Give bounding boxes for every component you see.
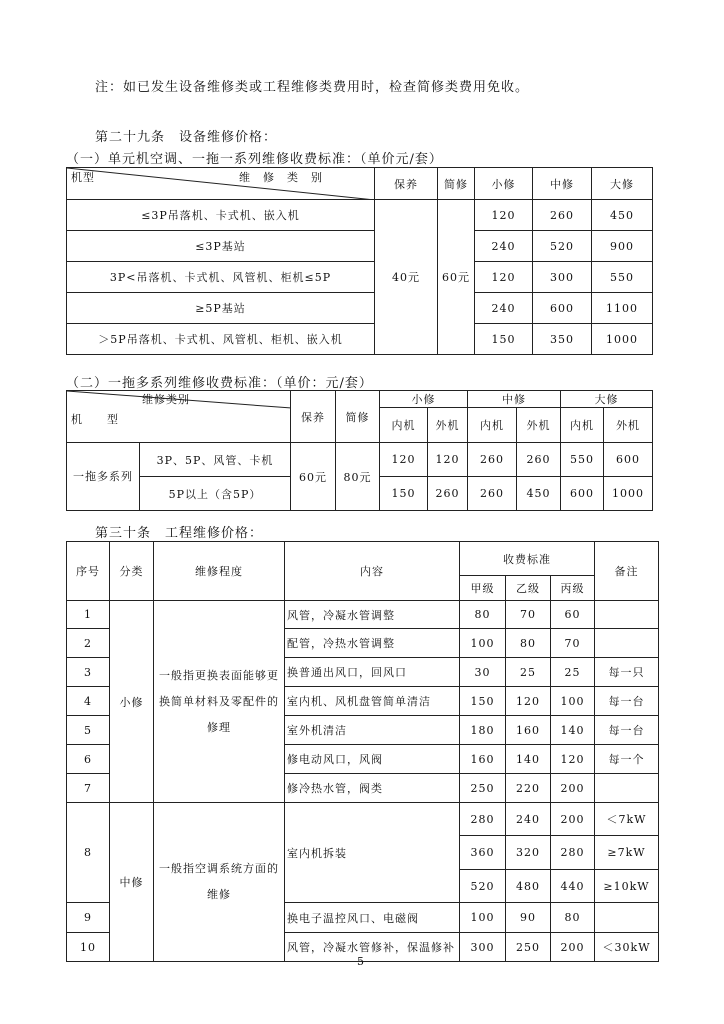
table3-row5-c: 140: [551, 716, 595, 745]
table1-row4-big: 1100: [592, 293, 653, 324]
table2-group-big: 大修: [561, 391, 653, 408]
table3-row8c-c: 440: [551, 870, 595, 903]
table3: [66, 541, 659, 962]
table3-row8b-c: 280: [551, 836, 595, 870]
table3-row3-c: 25: [551, 658, 595, 687]
table3-row2-c: 70: [551, 629, 595, 658]
table2-row2-v5: 600: [561, 477, 604, 511]
table3-row8-content: 室内机拆装: [285, 803, 460, 903]
table1-row3-model: 3P<吊落机、卡式机、风管机、柜机≤5P: [67, 262, 375, 293]
table1-header-baoyang: 保养: [375, 168, 438, 200]
table3-row2-remark: [595, 629, 659, 658]
table3-row8b-b: 320: [506, 836, 551, 870]
table2-inner-3: 内机: [561, 408, 604, 443]
table3-row1-b: 70: [506, 601, 551, 629]
table3-row4-c: 100: [551, 687, 595, 716]
table2-outer-2: 外机: [517, 408, 561, 443]
table2-outer-3: 外机: [604, 408, 653, 443]
table2-group-small: 小修: [380, 391, 468, 408]
table1-corner-cell: [67, 168, 375, 200]
table2-header-baoyang: 保养: [291, 391, 336, 443]
table2-row1-v4: 260: [517, 443, 561, 477]
table3-row9-c: 80: [551, 903, 595, 933]
table2-corner-left: 机 型: [71, 413, 119, 426]
table3-row7-a: 250: [460, 774, 506, 803]
table3-row3-a: 30: [460, 658, 506, 687]
table3-row7-c: 200: [551, 774, 595, 803]
table1: [66, 167, 653, 355]
table1-row5-mid: 350: [533, 324, 592, 355]
table1-row4-mid: 600: [533, 293, 592, 324]
table1-jianxiu-value: 60元: [438, 200, 475, 355]
table2-outer-1: 外机: [428, 408, 468, 443]
article-30-heading: 第三十条 工程维修价格：: [95, 526, 264, 541]
table1-row2-model: ≤3P基站: [67, 231, 375, 262]
table1-header-jianxiu: 简修: [438, 168, 475, 200]
table3-row4-content: 室内机、风机盘管简单清洁: [285, 687, 460, 716]
table3-row8c-b: 480: [506, 870, 551, 903]
table3-row9-remark: [595, 903, 659, 933]
table3-row10-a: 300: [460, 933, 506, 962]
table3-row2-no: 2: [67, 629, 110, 658]
table3-row6-content: 修电动风口，风阀: [285, 745, 460, 774]
table2-row2-v1: 150: [380, 477, 428, 511]
table1-row4-model: ≥5P基站: [67, 293, 375, 324]
table2-row1-v1: 120: [380, 443, 428, 477]
table1-header-small: 小修: [475, 168, 533, 200]
table2-row1-v5: 550: [561, 443, 604, 477]
table3-header-degree: 维修程度: [154, 542, 285, 601]
table3-row5-b: 160: [506, 716, 551, 745]
table1-baoyang-value: 40元: [375, 200, 438, 355]
table3-row9-a: 100: [460, 903, 506, 933]
table3-row1-remark: [595, 601, 659, 629]
page-number: 5: [357, 955, 364, 968]
table3-row2-content: 配管，冷热水管调整: [285, 629, 460, 658]
table3-row9-b: 90: [506, 903, 551, 933]
table2-inner-1: 内机: [380, 408, 428, 443]
table1-header-mid: 中修: [533, 168, 592, 200]
table1-row2-big: 900: [592, 231, 653, 262]
table2-inner-2: 内机: [468, 408, 517, 443]
table1-row2-mid: 520: [533, 231, 592, 262]
table1-header-big: 大修: [592, 168, 653, 200]
table1-row1-small: 120: [475, 200, 533, 231]
table3-mid-degree: 一般指空调系统方面的维修: [154, 803, 285, 962]
table2-corner-right: 维修类别: [142, 393, 190, 406]
table3-row5-a: 180: [460, 716, 506, 745]
table3-row8a-b: 240: [506, 803, 551, 836]
table3-row3-remark: 每一只: [595, 658, 659, 687]
table3-row7-remark: [595, 774, 659, 803]
table3-header-b: 乙级: [506, 576, 551, 601]
table3-row10-c: 200: [551, 933, 595, 962]
table2-row2-v4: 450: [517, 477, 561, 511]
table3-row4-remark: 每一台: [595, 687, 659, 716]
table3-header-fee: 收费标准: [460, 542, 595, 576]
table3-header-c: 丙级: [551, 576, 595, 601]
table3-header-a: 甲级: [460, 576, 506, 601]
table3-row3-content: 换普通出风口，回风口: [285, 658, 460, 687]
table2-row2-v6: 1000: [604, 477, 653, 511]
table3-row6-b: 140: [506, 745, 551, 774]
table1-row3-mid: 300: [533, 262, 592, 293]
table1-row1-big: 450: [592, 200, 653, 231]
table3-row5-no: 5: [67, 716, 110, 745]
table3-row5-content: 室外机清洁: [285, 716, 460, 745]
table2-corner-cell: [67, 391, 291, 443]
table3-header-no: 序号: [67, 542, 110, 601]
table2: [66, 390, 653, 511]
table1-row5-big: 1000: [592, 324, 653, 355]
table3-row1-content: 风管，冷凝水管调整: [285, 601, 460, 629]
table3-row3-no: 3: [67, 658, 110, 687]
table3-row8-no: 8: [67, 803, 110, 903]
table3-row8c-a: 520: [460, 870, 506, 903]
table3-row8b-remark: ≥7kW: [595, 836, 659, 870]
table3-row9-content: 换电子温控风口、电磁阀: [285, 903, 460, 933]
table3-row8a-a: 280: [460, 803, 506, 836]
table3-row8c-remark: ≥10kW: [595, 870, 659, 903]
table3-row6-a: 160: [460, 745, 506, 774]
table3-small-cat: 小修: [110, 601, 154, 803]
table2-title: （二）一拖多系列维修收费标准：（单价：元/套）: [66, 376, 373, 391]
table2-row1-v6: 600: [604, 443, 653, 477]
table2-jianxiu-value: 80元: [336, 443, 380, 511]
table3-row4-no: 4: [67, 687, 110, 716]
table1-row1-mid: 260: [533, 200, 592, 231]
table2-group-mid: 中修: [468, 391, 561, 408]
table2-row2-v3: 260: [468, 477, 517, 511]
table3-row8a-remark: ＜7kW: [595, 803, 659, 836]
table3-row9-no: 9: [67, 903, 110, 933]
table3-row10-remark: ＜30kW: [595, 933, 659, 962]
table1-row2-small: 240: [475, 231, 533, 262]
table3-row4-b: 120: [506, 687, 551, 716]
table1-corner-left: 机型: [71, 171, 95, 184]
table3-row1-a: 80: [460, 601, 506, 629]
table1-row5-small: 150: [475, 324, 533, 355]
table2-header-jianxiu: 简修: [336, 391, 380, 443]
table1-row1-model: ≤3P吊落机、卡式机、嵌入机: [67, 200, 375, 231]
table3-row7-content: 修冷热水管，阀类: [285, 774, 460, 803]
table3-small-degree: 一般指更换表面能够更换简单材料及零配件的修理: [154, 601, 285, 803]
table3-row10-no: 10: [67, 933, 110, 962]
table3-row5-remark: 每一台: [595, 716, 659, 745]
table3-row2-a: 100: [460, 629, 506, 658]
table3-row10-b: 250: [506, 933, 551, 962]
table2-baoyang-value: 60元: [291, 443, 336, 511]
table3-header-cat: 分类: [110, 542, 154, 601]
table3-row1-no: 1: [67, 601, 110, 629]
table1-corner-right: 维 修 类 别: [239, 171, 323, 184]
table3-header-content: 内容: [285, 542, 460, 601]
table3-header-remark: 备注: [595, 542, 659, 601]
table2-row2-model: 5P以上（含5P）: [140, 477, 291, 511]
table3-row8b-a: 360: [460, 836, 506, 870]
note-text: 注：如已发生设备维修类或工程维修类费用时，检查简修类费用免收。: [95, 80, 530, 95]
table3-mid-cat: 中修: [110, 803, 154, 962]
table3-row4-a: 150: [460, 687, 506, 716]
table3-row10-content: 风管，冷凝水管修补，保温修补: [285, 933, 460, 962]
table1-corner-diagonal: [67, 168, 375, 200]
table1-title: （一）单元机空调、一拖一系列维修收费标准：（单价元/套）: [66, 152, 443, 167]
table3-row6-no: 6: [67, 745, 110, 774]
table1-row4-small: 240: [475, 293, 533, 324]
table3-row7-no: 7: [67, 774, 110, 803]
table1-row5-model: ＞5P吊落机、卡式机、风管机、柜机、嵌入机: [67, 324, 375, 355]
table3-row6-c: 120: [551, 745, 595, 774]
table1-row3-small: 120: [475, 262, 533, 293]
table2-row2-v2: 260: [428, 477, 468, 511]
table2-row1-model: 3P、5P、风管、卡机: [140, 443, 291, 477]
table3-row2-b: 80: [506, 629, 551, 658]
table3-row7-b: 220: [506, 774, 551, 803]
table3-row3-b: 25: [506, 658, 551, 687]
article-29-heading: 第二十九条 设备维修价格：: [95, 130, 278, 145]
table2-row1-v2: 120: [428, 443, 468, 477]
table2-category: 一拖多系列: [67, 443, 140, 511]
table1-row3-big: 550: [592, 262, 653, 293]
table2-row1-v3: 260: [468, 443, 517, 477]
table3-row6-remark: 每一个: [595, 745, 659, 774]
table3-row8a-c: 200: [551, 803, 595, 836]
table3-row1-c: 60: [551, 601, 595, 629]
